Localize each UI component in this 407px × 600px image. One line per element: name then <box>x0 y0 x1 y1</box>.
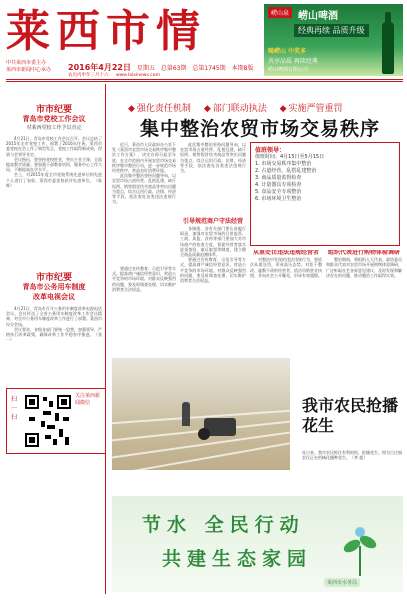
main-headline[interactable]: 集中整治农贸市场交易秩序 <box>139 118 380 140</box>
paragraph: 整治期间，将组织人大代表、政协委员和群众代表对农贸市场开展购物体验调研，广泛听取社会各界意见建议，及时发现和解决存在的问题，推动整治工作取得实效。 <box>326 257 402 278</box>
notice-box <box>250 142 400 246</box>
article-body <box>6 306 102 386</box>
organizer-line: 莱西市新闻中心承办 <box>6 67 52 73</box>
paragraph: 要通过宣传教育、示范引导等方式，提高商户诚信经营意识，营造公平竞争的市场环境。对群众反映强烈的问题，要及时调查处理，切实维护消费者合法权益。 <box>112 266 176 292</box>
article-column <box>250 250 322 354</box>
photo-headline[interactable]: 我市农民抢播花生 <box>302 396 399 435</box>
article-column <box>112 266 176 352</box>
paragraph: 会议要求，各级各部门要统一思想，加强领导，严格执行改革政策，确保改革工作平稳有序推进。（张 一） <box>6 326 102 343</box>
ad-slogan: 经典再续 品质升级 <box>294 24 369 37</box>
notice-line: 6. 市场环境卫生整治 <box>255 196 302 202</box>
lunar-date: 农历丙申年三月十六 <box>68 73 109 78</box>
paragraph: 4月21日，青岛市召开公务用车制度改革电视电话会议。会议传达了全省公务用车制度改革工作会议精神，对全市公务用车制度改革工作进行了部署。莱西市设分会场。 <box>6 306 102 327</box>
ad-line: 崂山啤酒有限公司 <box>268 67 309 73</box>
article-body <box>6 136 102 246</box>
notice-title: 值班领导： <box>255 147 286 154</box>
paragraph: 4月21日，青岛市党校工作会议召开。会议总结了2015年全市党校工作，部署了2016年任务。莱西市委党校在会上作了典型发言，党校工作取得新成效，得到与会领导肯定。 <box>6 136 102 157</box>
section-subhead: 引导规范商户守法经营 <box>182 218 243 225</box>
issue-weekday: 星期五 <box>136 65 155 72</box>
section-label: 市市纪要 <box>35 105 72 115</box>
notice-line: 5. 食品安全专项整治 <box>255 189 302 195</box>
section-subhead: 组织代表进行购物体验调研 <box>327 250 400 256</box>
masthead-divider <box>6 79 403 80</box>
left-column <box>6 84 106 594</box>
issue-sub-info <box>68 72 160 78</box>
section-label: 市市纪要 <box>35 273 72 283</box>
furrow <box>112 442 290 470</box>
qr-code-icon[interactable] <box>23 393 73 449</box>
paragraph: 对整治中发现的违法违规行为，要依法从重处罚，形成高压态势。对拒不整改、屡教不改的经营者，依法吊销营业执照，并向社会公开曝光，形成有效震慑。 <box>250 257 322 278</box>
paragraph: 近日，莱西市人民政府办公室下发《莱西市农贸市场交易秩序集中整治工作方案》，决定自即日起至年底，在全市范围内开展农贸市场交易秩序集中整治行动，进一步规范市场经营秩序，营造良好消费环境。 <box>112 142 176 174</box>
section-subhead: 从重处罚违法违规经营者 <box>252 250 319 256</box>
banner-slogan-line: 节水 全民行动 <box>142 514 305 536</box>
keyword: ◆ 部门联动执法 <box>204 104 267 114</box>
issue-pages: 本期8版 <box>231 65 254 72</box>
article-column <box>112 142 176 262</box>
beer-bottle-image <box>382 22 394 74</box>
publisher-info <box>6 60 66 74</box>
notice-line: 3. 商品质量监督检查 <box>255 175 302 181</box>
issue-date: 2016年4月22日 <box>68 63 131 72</box>
news-photo[interactable] <box>112 358 290 470</box>
keyword: ◆ 强化责任机制 <box>128 104 191 114</box>
furrow <box>112 410 290 424</box>
farmer-figure <box>182 402 190 426</box>
article-subtitle: 对莱西党校工作予以肯定 <box>26 125 82 131</box>
article-title[interactable]: 青岛市公务用车制度 <box>22 283 86 291</box>
ad-brand: 崂山啤酒 <box>298 11 338 22</box>
article-column <box>180 142 246 212</box>
sprout-icon <box>340 526 380 576</box>
tractor-figure <box>204 418 236 436</box>
qr-label: 扫一扫 <box>10 396 17 421</box>
publisher-line: 中共莱西市委主办 <box>6 60 47 66</box>
ad-line: 共享品质 再续经典 <box>268 58 318 65</box>
ad-badge: 崂山泉 <box>268 7 292 18</box>
public-service-banner <box>112 496 403 592</box>
article-column <box>180 226 246 352</box>
newspaper-title: 莱西市情 <box>6 6 206 57</box>
advertisement[interactable] <box>264 4 403 76</box>
article-subtitle: 改革电视会议 <box>33 293 75 301</box>
qr-code-box[interactable] <box>6 388 106 454</box>
ad-line: 喝崂山 中奖多 <box>268 48 307 55</box>
issue-number: 总第63期 <box>160 65 187 72</box>
notice-line: 1. 市场交易秩序集中整治 <box>255 161 312 167</box>
article-title[interactable]: 青岛市党校工作会议 <box>22 115 86 123</box>
notice-line: 2. 占道经营、乱搭乱建整治 <box>255 168 317 174</box>
paragraph: 各镇街、各有关部门要认真履行职责，加强对农贸市场的日常监管。工商、质监、食药等部门要加大对市场商户的检查力度，督促经营者落实进货查验、索证索票等制度，建立健全商品质量追溯体系。 <box>180 226 246 258</box>
notice-line: 4. 计量器具专项检查 <box>255 182 302 188</box>
issue-total: 总第1745期 <box>192 65 226 72</box>
website-link[interactable]: www.laixinews.com <box>115 73 160 78</box>
headline-keywords <box>128 101 353 114</box>
paragraph: 此次集中整治坚持问题导向，以农贸市场占道经营、乱搭乱建、缺斤短两、销售假冒伪劣商品等突出问题为重点，综合运用行政、法律、经济等手段，依法查处各类违法违规行为。 <box>112 173 176 205</box>
notice-line: 值班时间：4月15日至5月15日 <box>255 154 325 160</box>
paragraph: 会上，对2015年度全市党校系统先进单位和先进个人进行了表彰，莱西市委党校获评先进单位。（陈 辉） <box>6 172 102 188</box>
masthead <box>6 6 264 76</box>
keyword: ◆ 实施严管重罚 <box>280 104 343 114</box>
photo-caption: 连日来，我市农民抓住有利时机，抢播花生。图为日庄镇农民正在机械化播种花生。（李 超） <box>302 450 402 461</box>
qr-caption: 关注莱西新闻微信 <box>75 393 101 406</box>
article-column <box>326 250 402 354</box>
masthead-divider <box>6 81 403 82</box>
paragraph: 会议指出，要坚持党校姓党，突出主业主课，全面提高教学质量；要加强干部教育培训，服务中心工作大局，不断提高办学水平。 <box>6 156 102 173</box>
paragraph: 此次集中整治坚持问题导向，以农贸市场占道经营、乱搭乱建、缺斤短两、销售假冒伪劣商品等突出问题为重点，综合运用行政、法律、经济等手段，依法查处各类违法违规行为。 <box>180 142 246 174</box>
banner-sponsor: 莱西市水务局 <box>324 578 360 587</box>
paragraph: 要通过宣传教育、示范引导等方式，提高商户诚信经营意识，营造公平竞争的市场环境。对群众反映强烈的问题，要及时调查处理，切实维护消费者合法权益。 <box>180 257 246 284</box>
banner-slogan-line: 共建生态家园 <box>162 548 313 570</box>
